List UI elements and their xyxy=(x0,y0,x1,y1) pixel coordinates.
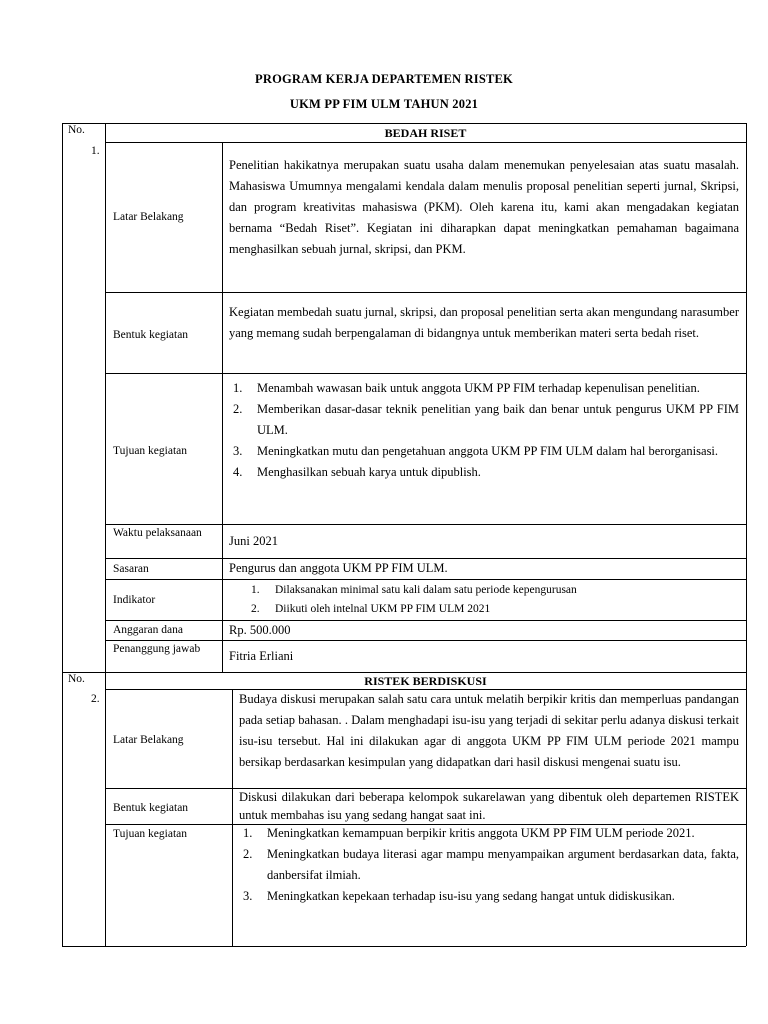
list-item-number: 3. xyxy=(243,889,253,903)
latar-belakang-text: Penelitian hakikatnya merupakan suatu usaha dalam menemukan penyelesaian atas suatu masalah. Mahasiswa Umumnya mengalami kendala dalam menulis proposal penelitian seperti jurnal, Skripsi, dan program kreativitas mahasiswa (PKM). Oleh karena itu, kami akan mengadakan kegiatan bernama “Bedah Riset”. Kegiatan ini diharapkan dapat meningkatkan pemahaman bagaimana menghasilkan sebuah jurnal, skripsi, dan PKM. xyxy=(229,158,739,256)
sasaran-text: Pengurus dan anggota UKM PP FIM ULM. xyxy=(229,561,448,575)
table-border xyxy=(105,373,746,374)
table-border xyxy=(232,689,233,946)
list-item-text: Meningkatkan kepekaan terhadap isu-isu yang sedang hangat untuk didiskusikan. xyxy=(267,889,675,903)
list-item-number: 2. xyxy=(251,603,260,615)
tujuan-kegiatan-list xyxy=(239,823,739,907)
table-border xyxy=(746,672,747,946)
no-column-header: No. xyxy=(68,673,85,685)
program-number: 2. xyxy=(91,693,100,705)
list-item-text: Diikuti oleh intelnal UKM PP FIM ULM 2021 xyxy=(275,603,491,615)
list-item xyxy=(239,823,739,844)
table-border xyxy=(62,123,63,672)
anggaran-dana-text: Rp. 500.000 xyxy=(229,623,291,637)
tujuan-kegiatan-list xyxy=(229,378,739,483)
document-title: PROGRAM KERJA DEPARTEMEN RISTEK xyxy=(255,72,513,86)
table-border xyxy=(62,672,63,946)
penanggung-jawab-text: Fitria Erliani xyxy=(229,649,294,663)
list-item-text: Menambah wawasan baik untuk anggota UKM PP FIM terhadap kepenulisan penelitian. xyxy=(257,381,700,395)
bentuk-kegiatan-text: Diskusi dilakukan dari beberapa kelompok sukarelawan yang dibentuk oleh departemen RISTEK untuk membahas isu yang sedang hangat saat ini. xyxy=(239,790,739,822)
table-border xyxy=(62,946,746,947)
table-border xyxy=(222,142,223,672)
table-border xyxy=(62,672,746,673)
table-border xyxy=(62,123,746,124)
row-label-waktu-pelaksanaan: Waktu pelaksanaan xyxy=(113,527,202,539)
row-label-indikator: Indikator xyxy=(113,594,156,606)
row-label-tujuan-kegiatan: Tujuan kegiatan xyxy=(113,828,187,840)
row-label-tujuan-kegiatan: Tujuan kegiatan xyxy=(113,445,187,457)
list-item-number: 1. xyxy=(233,381,243,395)
waktu-pelaksanaan-text: Juni 2021 xyxy=(229,534,278,548)
list-item xyxy=(229,378,739,399)
list-item xyxy=(229,441,739,462)
latar-belakang-text: Budaya diskusi merupakan salah satu cara untuk melatih berpikir kritis dan memperluas pandangan pada setiap bahasan. . Dalam menghadapi isu-isu yang terjadi di sekitar perlu adanya diskusi terkait isu-isu tersebut. Hal ini dilakukan agar di anggota UKM PP FIM ULM periode 2021 mampu bersikap berdasarkan kesimpulan yang didapatkan dari hasil diskusi mengenai suatu isu. xyxy=(239,692,739,769)
program-name: BEDAH RISET xyxy=(384,126,467,140)
list-item-text: Menghasilkan sebuah karya untuk dipublish. xyxy=(257,465,481,479)
list-item-number: 4. xyxy=(233,465,243,479)
list-item xyxy=(229,462,739,483)
table-border xyxy=(105,292,746,293)
list-item-text: Meningkatkan budaya literasi agar mampu menyampaikan argument berdasarkan data, fakta, danbersifat ilmiah. xyxy=(267,847,739,882)
list-item-text: Meningkatkan mutu dan pengetahuan anggota UKM PP FIM ULM dalam hal berorganisasi. xyxy=(257,444,719,458)
list-item xyxy=(239,844,739,886)
row-label-bentuk-kegiatan: Bentuk kegiatan xyxy=(113,802,189,814)
table-border xyxy=(105,142,746,143)
program-number: 1. xyxy=(91,145,100,157)
list-item xyxy=(239,886,739,907)
table-border xyxy=(105,579,746,580)
list-item-text: Memberikan dasar-dasar teknik penelitian yang baik dan benar untuk pengurus UKM PP FIM ULM. xyxy=(257,402,739,437)
list-item-number: 1. xyxy=(243,826,253,840)
list-item-number: 2. xyxy=(243,847,253,861)
list-item xyxy=(229,581,739,600)
bentuk-kegiatan-text: Kegiatan membedah suatu jurnal, skripsi, dan proposal penelitian serta akan mengundang narasumber yang memang sudah berpengalaman di bidangnya untuk memberikan materi serta bedah riset. xyxy=(229,305,739,340)
list-item-text: Meningkatkan kemampuan berpikir kritis anggota UKM PP FIM ULM periode 2021. xyxy=(267,826,695,840)
list-item-number: 1. xyxy=(251,584,260,596)
no-column-header: No. xyxy=(68,124,85,136)
table-border xyxy=(746,123,747,672)
table-border xyxy=(105,672,106,946)
indikator-list xyxy=(229,581,739,619)
table-border xyxy=(105,620,746,621)
list-item xyxy=(229,399,739,441)
list-item xyxy=(229,600,739,619)
row-label-anggaran-dana: Anggaran dana xyxy=(113,624,183,636)
row-label-sasaran: Sasaran xyxy=(113,563,149,575)
table-border xyxy=(105,123,106,672)
row-label-penanggung-jawab: Penanggung jawab xyxy=(113,643,201,655)
program-name: RISTEK BERDISKUSI xyxy=(364,674,487,688)
row-label-latar-belakang: Latar Belakang xyxy=(113,211,184,223)
row-label-bentuk-kegiatan: Bentuk kegiatan xyxy=(113,329,189,341)
document-subtitle: UKM PP FIM ULM TAHUN 2021 xyxy=(289,97,479,111)
list-item-number: 2. xyxy=(233,402,243,416)
list-item-text: Dilaksanakan minimal satu kali dalam satu periode kepengurusan xyxy=(275,584,577,596)
row-label-latar-belakang: Latar Belakang xyxy=(113,734,184,746)
list-item-number: 3. xyxy=(233,444,243,458)
